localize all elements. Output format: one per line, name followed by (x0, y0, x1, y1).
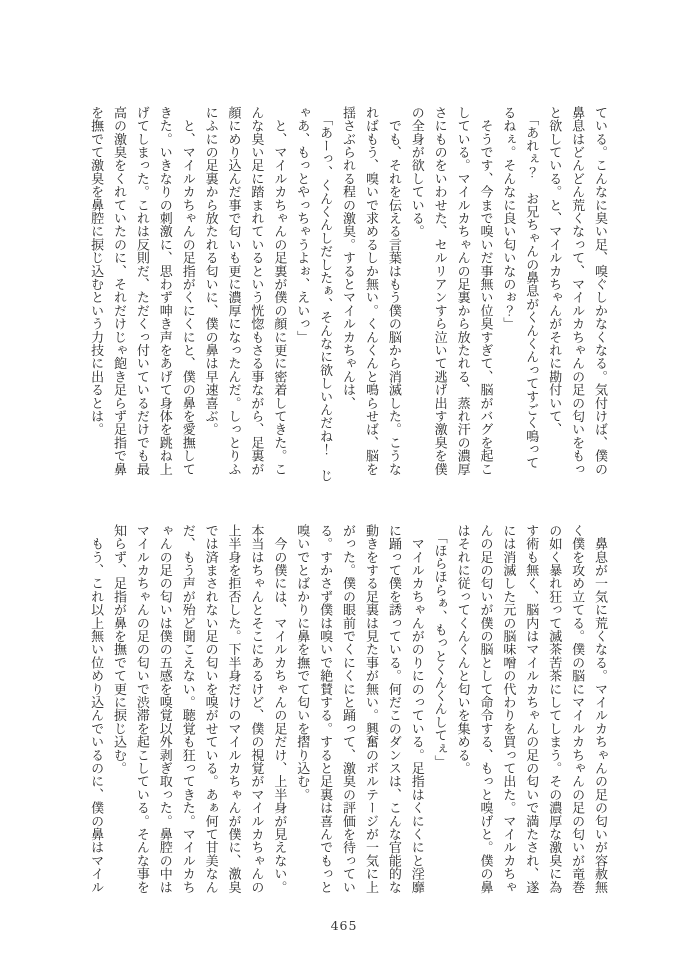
text-line: 本当はちゃんとそこにあるけど、僕の視覚がマイルカちゃんの (248, 524, 264, 894)
text-line: でも、それを伝える言葉はもう僕の脳から消滅した。こうな (385, 106, 401, 476)
text-line: はそれに従ってくんくんと匂いを集める。 (454, 524, 470, 775)
text-block-top (83, 106, 610, 483)
text-line: がった。僕の眼前でくにくにと踊って、激臭の評価を待ってい (340, 524, 356, 894)
text-line: に踊って僕を誘っている。何だこのダンスは、こんな官能的な (385, 524, 401, 894)
text-line: ゃんの足の匂いは僕の五感を嗅覚以外剥ぎ取った。鼻腔の中は (156, 524, 172, 894)
text-line: るねぇ。そんなに良い匂いなのぉ？」 (500, 106, 516, 331)
text-line: 鼻息が一気に荒くなる。マイルカちゃんの足の匂いが容赦無 (592, 524, 607, 894)
text-line: 知らず、足指が鼻を撫でて更に捩じ込む。 (110, 524, 126, 775)
text-line: 「あーっ、くんくんしだしたぁ、そんなに欲しいんだね！ じ (317, 106, 333, 483)
text-line: だ、もう声が殆ど聞こえない。聴覚も狂ってきた。マイルカち (179, 524, 195, 894)
text-line: もう、これ以上無い位めり込んでいるのに、僕の鼻はマイル (88, 524, 104, 894)
text-line: んの足の匂いが僕の脳として命令する、もっと嗅げと。僕の鼻 (477, 524, 493, 894)
text-line: と、マイルカちゃんの足指がくにくにと、僕の鼻を愛撫して (179, 106, 195, 476)
text-line: 嗅いでとばかりに鼻を撫でて匂いを摺り込む。 (294, 524, 310, 802)
text-line: の全身が欲している。 (408, 106, 424, 238)
text-line: と、マイルカちゃんの足裏が僕の顔に更に密着してきた。こ (271, 106, 287, 476)
text-line: には消滅した元の脳味噌の代わりを買って出た。マイルカちゃ (500, 524, 516, 894)
text-line: そうです、今まで嗅いだ事無い位臭すぎて、脳がバグを起こ (477, 106, 493, 476)
text-line: ている。こんなに臭い足、嗅ぐしかなくなる。気付けば、僕の (592, 106, 607, 476)
text-line: 動きをする足裏は見た事が無い。興奮のボルテージが一気に上 (362, 524, 378, 894)
text-line: マイルカちゃんがのりにのっている。足指はくにくにと淫靡 (408, 524, 424, 894)
text-line: ゃあ、もっとやっちゃうよぉ、えいっ」 (294, 106, 310, 344)
text-line: 揺さぶられる程の激臭。するとマイルカちゃんは、 (340, 106, 356, 410)
text-line: 今の僕には、マイルカちゃんの足だけ、上半身が見えない。 (271, 524, 287, 894)
text-line: している。マイルカちゃんの足裏から放たれる、蒸れ汗の濃厚 (454, 106, 470, 476)
text-line: 顔にめり込んだ事で匂いも更に濃厚になったんだ。しっとりふ (225, 106, 241, 476)
text-line: げてしまった。これは反則だ、ただくっ付いているだけでも最 (133, 106, 149, 476)
text-line: では済まされない足の匂いを嗅がせている。あぁ何て甘美なん (202, 524, 218, 894)
text-line: きた。いきなりの刺激に、思わず呻き声をあげて身体を跳ね上 (156, 106, 172, 476)
text-line: 上半身を拒否した。下半身だけのマイルカちゃんが僕に、激臭 (225, 524, 241, 894)
text-line: の如く暴れ狂って滅茶苦茶にしてしまう。その濃厚な激臭に為 (546, 524, 562, 894)
text-line: さにものをいわせた、セルリアンすら泣いて逃げ出す激臭を僕 (431, 106, 447, 476)
text-line: る。すかさず僕は嗅いで絶賛する。すると足裏は喜んでもっと (317, 524, 333, 894)
text-line: す術も無く、脳内はマイルカちゃんの足の匂いで満たされ、遂 (523, 524, 539, 894)
text-line: ればもう、嗅いで求めるしか無い。くんくんと鳴らせば、脳を (362, 106, 378, 476)
text-line: 「ほらほらぁ、もっとくんくんしてぇ」 (431, 524, 447, 769)
text-line: んな臭い足に踏まれているという恍惚もさる事ながら、足裏が (248, 106, 264, 476)
text-line: を撫でて激臭を鼻腔に捩じ込むという力技に出るとは。 (88, 106, 104, 436)
text-line: 鼻息はどんどん荒くなって、マイルカちゃんの足の匂いをもっ (569, 106, 585, 476)
text-line: 高の激臭をくれていたのに、それだけじゃ飽き足らず足指で鼻 (110, 106, 126, 476)
text-line: く僕を攻め立てる。僕の脳にマイルカちゃんの足の匂いが竜巻 (569, 524, 585, 894)
text-line: にふにの足裏から放たれる匂いに、僕の鼻は早速喜ぶ。 (202, 106, 218, 436)
text-line: マイルカちゃんの足の匂いで渋滞を起こしている。そんな事を (133, 524, 149, 894)
text-line: 「あれぇ？ お兄ちゃんの鼻息がくんくんってすごく鳴って (523, 106, 539, 470)
page-number: 465 (330, 918, 358, 933)
text-line: と欲している。と、マイルカちゃんがそれに勘付いて、 (546, 106, 562, 436)
text-block-bottom (83, 524, 610, 908)
